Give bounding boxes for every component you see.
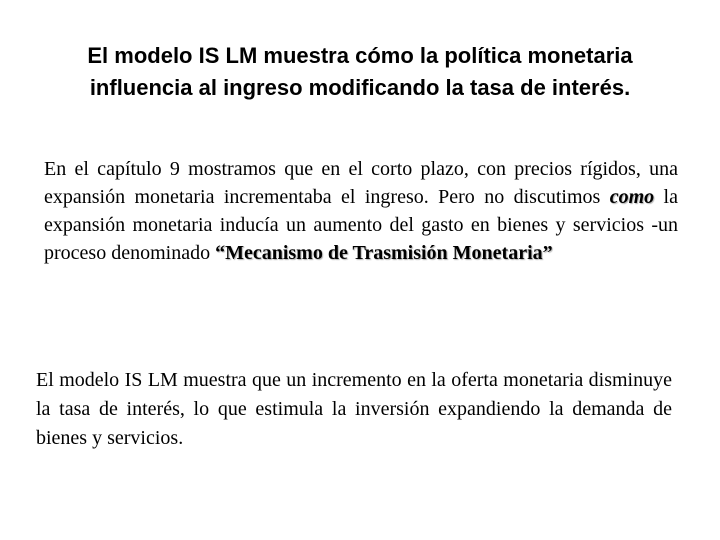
intro-paragraph <box>44 155 678 267</box>
intro-text-part-1: En el capítulo 9 mostramos que en el corto plazo, con precios rígidos, una expansión monetaria incrementaba el ingreso. Pero no discutimos <box>44 158 678 208</box>
title-line-1: El modelo IS LM muestra cómo la política monetaria <box>87 43 633 68</box>
slide-title <box>30 40 690 104</box>
intro-text-part-2: la expansión monetaria inducía un aumento del gasto en bienes y servicios -un proceso denominado <box>44 186 678 264</box>
emphasis-como: como <box>609 186 655 208</box>
islm-paragraph: El modelo IS LM muestra que un incremento en la oferta monetaria disminuye la tasa de interés, lo que estimula la inversión expandiendo la demanda de bienes y servicios. <box>36 369 672 449</box>
mechanism-term: “Mecanismo de Trasmisión Monetaria” <box>215 242 553 264</box>
title-line-2: influencia al ingreso modificando la tasa de interés. <box>89 75 631 100</box>
